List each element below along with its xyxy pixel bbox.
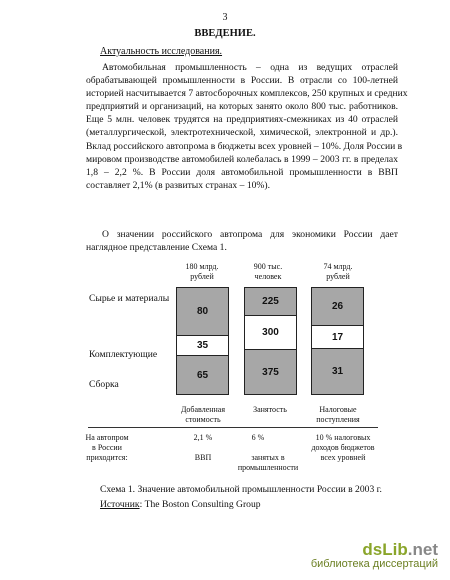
bar-segment: 17 — [312, 325, 363, 349]
share-note: ВВП — [194, 453, 212, 462]
share-note: всех уровней — [320, 453, 366, 462]
text-line: О значении российского автопрома для экономики России дает — [102, 229, 398, 240]
source-line — [100, 499, 261, 510]
footer-line: поступления — [316, 415, 360, 424]
column-header-employment — [236, 262, 300, 282]
section-heading: Актуальность исследования. — [100, 46, 223, 57]
row-label-materials: Сырье и материалы — [89, 293, 170, 304]
column-footer-value-added — [168, 405, 238, 425]
footer-line: стоимость — [185, 415, 221, 424]
left-label-line: приходится: — [86, 453, 128, 462]
text-line: 1,8 – 2,2 %. В России доля автомобильной промышленности в ВВП — [86, 166, 398, 178]
footer-line: Налоговые — [319, 405, 357, 414]
text-line: предприятий и организаций, на которых занято около 800 тыс. работников. — [86, 101, 398, 113]
bar-segment: 375 — [245, 350, 296, 394]
logo-main: dsLib — [362, 540, 408, 559]
header-line: 74 млрд. — [323, 262, 353, 271]
left-label-line: На автопром — [85, 433, 129, 442]
bar-employment — [244, 287, 297, 395]
left-label — [82, 433, 132, 463]
header-line: 180 млрд. — [185, 262, 219, 271]
text-line: Вклад российского автопрома в бюджеты всех уровней – 10%. Доля России в — [86, 140, 403, 152]
share-value: 2,1 % — [193, 433, 213, 442]
text-line: историей насчитывается 7 автосборочных комплексов, 250 крупных и средних — [86, 88, 408, 100]
bar-tax — [311, 287, 364, 395]
share-tax — [298, 433, 388, 463]
text-line: обрабатывающей промышленности в России. В отрасли со 100-летней — [86, 75, 398, 87]
source-label: Источник — [100, 499, 140, 510]
share-value: 10 % налоговых — [315, 433, 371, 442]
column-header-tax — [308, 262, 368, 282]
text-line: Еще 5 млн. человек трудятся на предприятиях-смежниках из 40 отраслей — [86, 114, 398, 126]
row-label-components: Комплектующие — [89, 349, 158, 360]
share-note: доходов бюджетов — [311, 443, 375, 452]
column-footer-tax — [303, 405, 373, 425]
paragraph-2 — [86, 228, 398, 254]
share-value: 6 % — [251, 433, 265, 442]
page-title: ВВЕДЕНИЕ. — [194, 28, 256, 39]
text-line: составляет 2,1% (в развитых странах – 10%). — [86, 179, 271, 191]
page-number: 3 — [222, 12, 228, 23]
share-note: промышленности — [237, 463, 299, 472]
diagram-caption: Схема 1. Значение автомобильной промышленности России в 2003 г. — [100, 484, 382, 495]
text-line: мировом производстве автомобилей колебалась в 1999 – 2003 гг. в пределах — [86, 153, 398, 165]
text-line: Автомобильная промышленность – одна из ведущих отраслей — [102, 62, 398, 73]
header-line: 900 тыс. — [253, 262, 283, 271]
footer-line: Добавленная — [180, 405, 226, 414]
text-line: (металлургической, электротехнической, химической, электронной и др.). — [86, 127, 398, 139]
bar-segment: 300 — [245, 315, 296, 350]
watermark[interactable] — [311, 540, 438, 570]
watermark-logo — [311, 540, 438, 560]
logo-suffix: .net — [407, 540, 438, 559]
left-label-line: в России — [92, 443, 122, 452]
header-line: человек — [254, 272, 282, 281]
column-footer-employment — [232, 405, 308, 415]
row-label-assembly: Сборка — [89, 379, 119, 390]
paragraph-1 — [86, 61, 408, 192]
column-header-value-added — [172, 262, 232, 282]
footer-line: Занятость — [253, 405, 287, 414]
share-note: занятых в — [251, 453, 285, 462]
bar-segment: 26 — [312, 288, 363, 325]
text-line: наглядное представление Схема 1. — [86, 242, 227, 254]
header-line: рублей — [326, 272, 350, 281]
bar-segment: 35 — [177, 335, 228, 356]
watermark-tagline: библиотека диссертаций — [310, 558, 438, 570]
bar-segment: 65 — [177, 356, 228, 394]
bar-value-added — [176, 287, 229, 395]
bar-segment: 225 — [245, 288, 296, 315]
divider-line — [88, 427, 378, 428]
bar-segment: 31 — [312, 349, 363, 394]
bar-segment: 80 — [177, 288, 228, 335]
header-line: рублей — [190, 272, 214, 281]
source-text: : The Boston Consulting Group — [139, 499, 261, 510]
